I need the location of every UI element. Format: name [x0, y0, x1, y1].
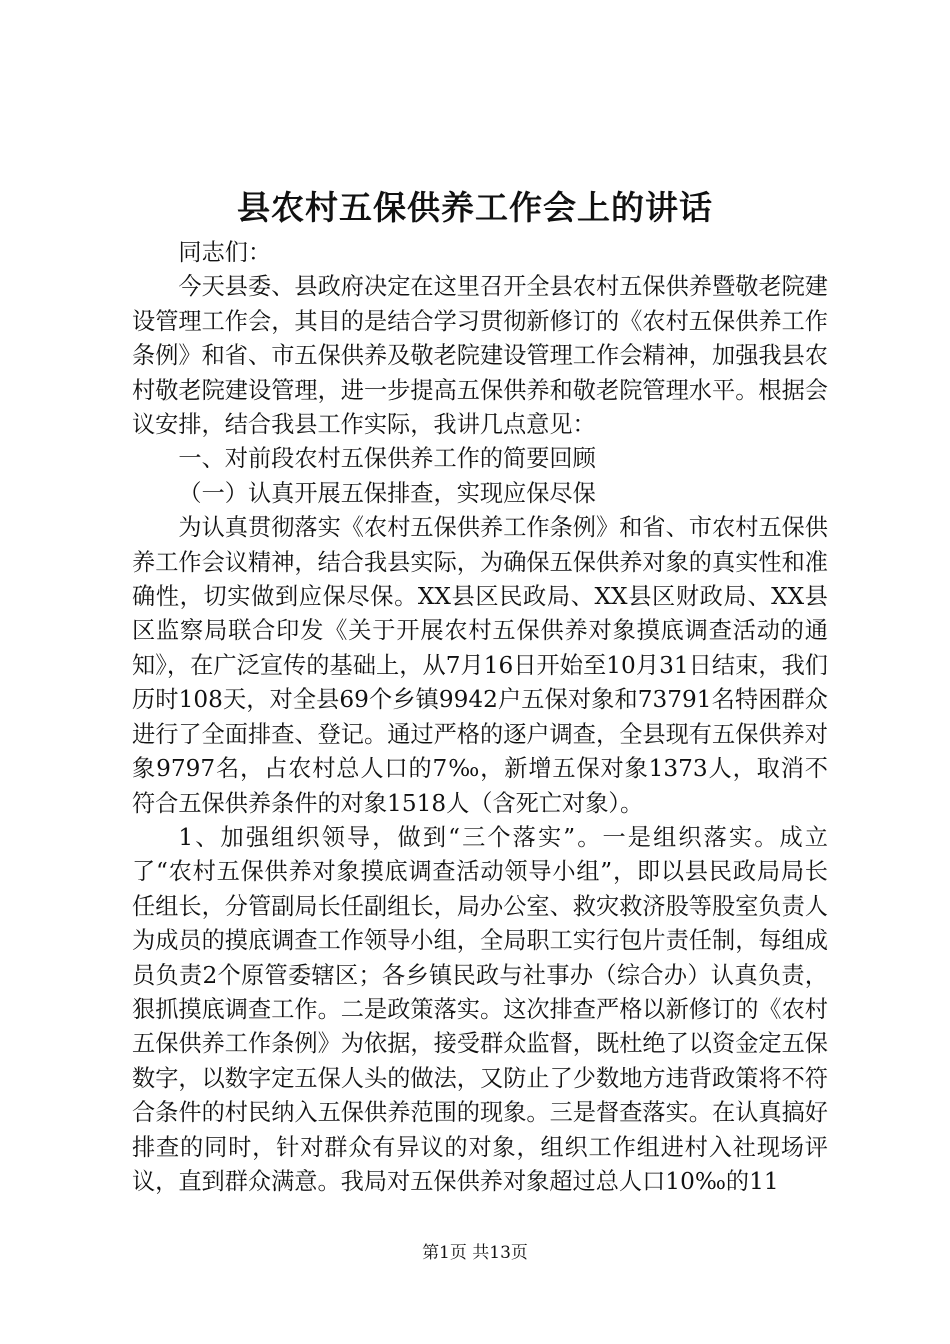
- document-body: [132, 236, 828, 1199]
- salutation-paragraph: 同志们：: [178, 239, 272, 266]
- body-paragraph: 1、加强组织领导，做到“三个落实”。一是组织落实。成立了“农村五保供养对象摸底调查活动领导小组”，即以县民政局局长任组长，分管副局长任副组长，局办公室、救灾救济股等股室负责人为成员的摸底调查工作领导小组，全局职工实行包片责任制，每组成员负责2个原管委辖区；各乡镇民政与社事办（综合办）认真负责，狠抓摸底调查工作。二是政策落实。这次排查严格以新修订的《农村五保供养工作条例》为依据，接受群众监督，既杜绝了以资金定五保数字，以数字定五保人头的做法，又防止了少数地方违背政策将不符合条件的村民纳入五保供养范围的现象。三是督查落实。在认真搞好排查的同时，针对群众有异议的对象，组织工作组进村入社现场评议，直到群众满意。我局对五保供养对象超过总人口10‰的11: [132, 823, 828, 1195]
- section-heading: 一、对前段农村五保供养工作的简要回顾: [178, 445, 596, 473]
- body-paragraph: 为认真贯彻落实《农村五保供养工作条例》和省、市农村五保供养工作会议精神，结合我县实际，为确保五保供养对象的真实性和准确性，切实做到应保尽保。XX县区民政局、XX县区财政局、XX县区监察局联合印发《关于开展农村五保供养对象摸底调查活动的通知》，在广泛宣传的基础上，从7月16日开始至10月31日结束，我们历时108天，对全县69个乡镇9942户五保对象和73791名特困群众进行了全面排查、登记。通过严格的逐户调查，全县现有五保供养对象9797名，占农村总人口的7‰，新增五保对象1373人，取消不符合五保供养条件的对象1518人（含死亡对象）。: [132, 514, 828, 817]
- document-title: 县农村五保供养工作会上的讲话: [237, 188, 713, 227]
- page-footer: 第1页 共13页: [422, 1243, 528, 1263]
- intro-paragraph: 今天县委、县政府决定在这里召开全县农村五保供养暨敬老院建设管理工作会，其目的是结合学习贯彻新修订的《农村五保供养工作条例》和省、市五保供养及敬老院建设管理工作会精神，加强我县农村敬老院建设管理，进一步提高五保供养和敬老院管理水平。根据会议安排，结合我县工作实际，我讲几点意见：: [132, 273, 828, 439]
- subsection-heading: （一）认真开展五保排查，实现应保尽保: [178, 479, 596, 507]
